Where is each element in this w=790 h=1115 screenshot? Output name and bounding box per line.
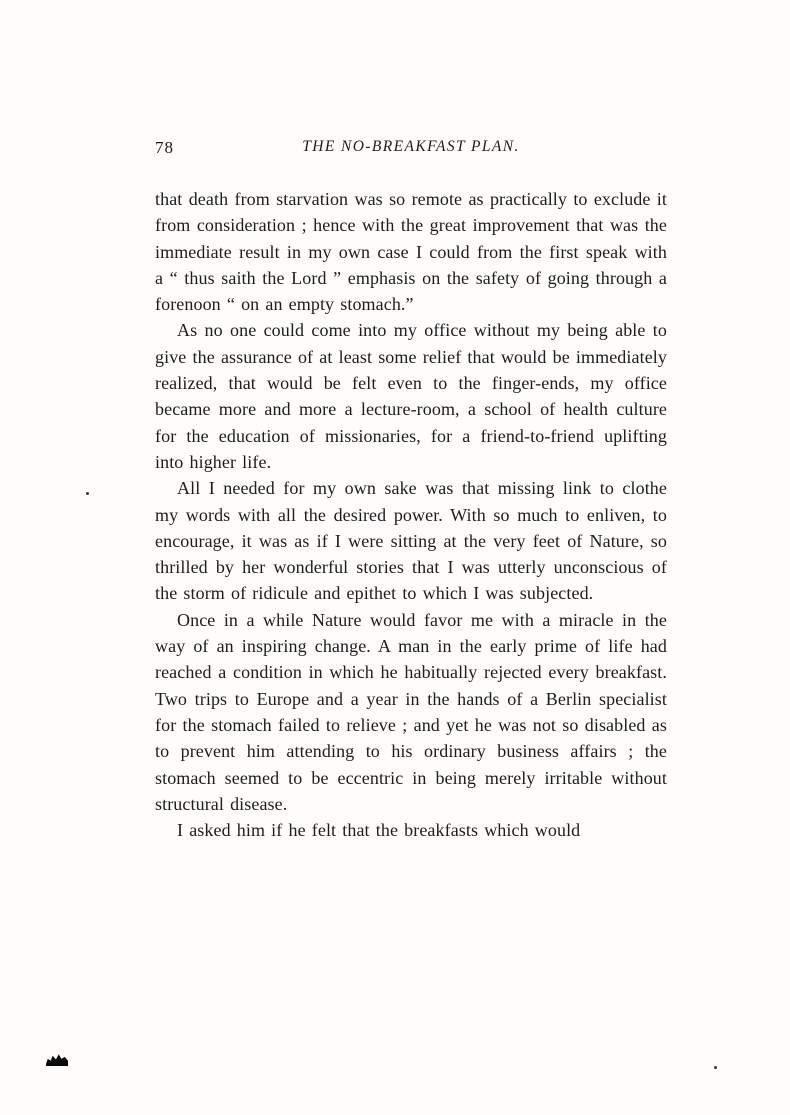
paragraph-2: As no one could come into my office without my being able to give the assurance of at least some relief that would be immediately realized, that would be felt even to the finger-ends, my office became more and more a lecture-room, a school of health culture for the education of missionaries, for a friend-to-friend uplifting into higher life. <box>155 320 667 472</box>
speck-left-margin <box>86 492 89 495</box>
paragraph-3: All I needed for my own sake was that missing link to clothe my words with all the desired power. With so much to enliven, to encourage, it was as if I were sitting at the very feet of Nature, so thrilled by her wonderful stories that I was utterly unconscious of the storm of ridicule and epithet to which I was subjected. <box>155 478 667 604</box>
running-title: THE NO-BREAKFAST PLAN. <box>302 138 520 155</box>
ink-smudge-artifact <box>46 1053 68 1066</box>
paragraph-1: that death from starvation was so remote as practically to exclude it from consideration ; hence with the great improvement that was the immediate result in my own case I could from the first speak with a “ thus saith the Lord ” emphasis on the safety of going through a forenoon “ on an empty stomach.” <box>155 189 667 315</box>
paragraph-5: I asked him if he felt that the breakfasts which would <box>177 820 581 841</box>
paragraph-4: Once in a while Nature would favor me with a miracle in the way of an inspiring change. A man in the early prime of life had reached a condition in which he habitually rejected every breakfast. Two trips to Europe and a year in the hands of a Berlin specialist for the stomach failed to relieve ; and yet he was not so disabled as to prevent him attending to his ordinary business affairs ; the stomach seemed to be eccentric in being merely irritable without structural disease. <box>155 609 667 814</box>
body-text <box>155 186 667 843</box>
page-header <box>155 136 667 162</box>
page-number: 78 <box>155 138 174 157</box>
speck-bottom-right <box>714 1066 717 1069</box>
